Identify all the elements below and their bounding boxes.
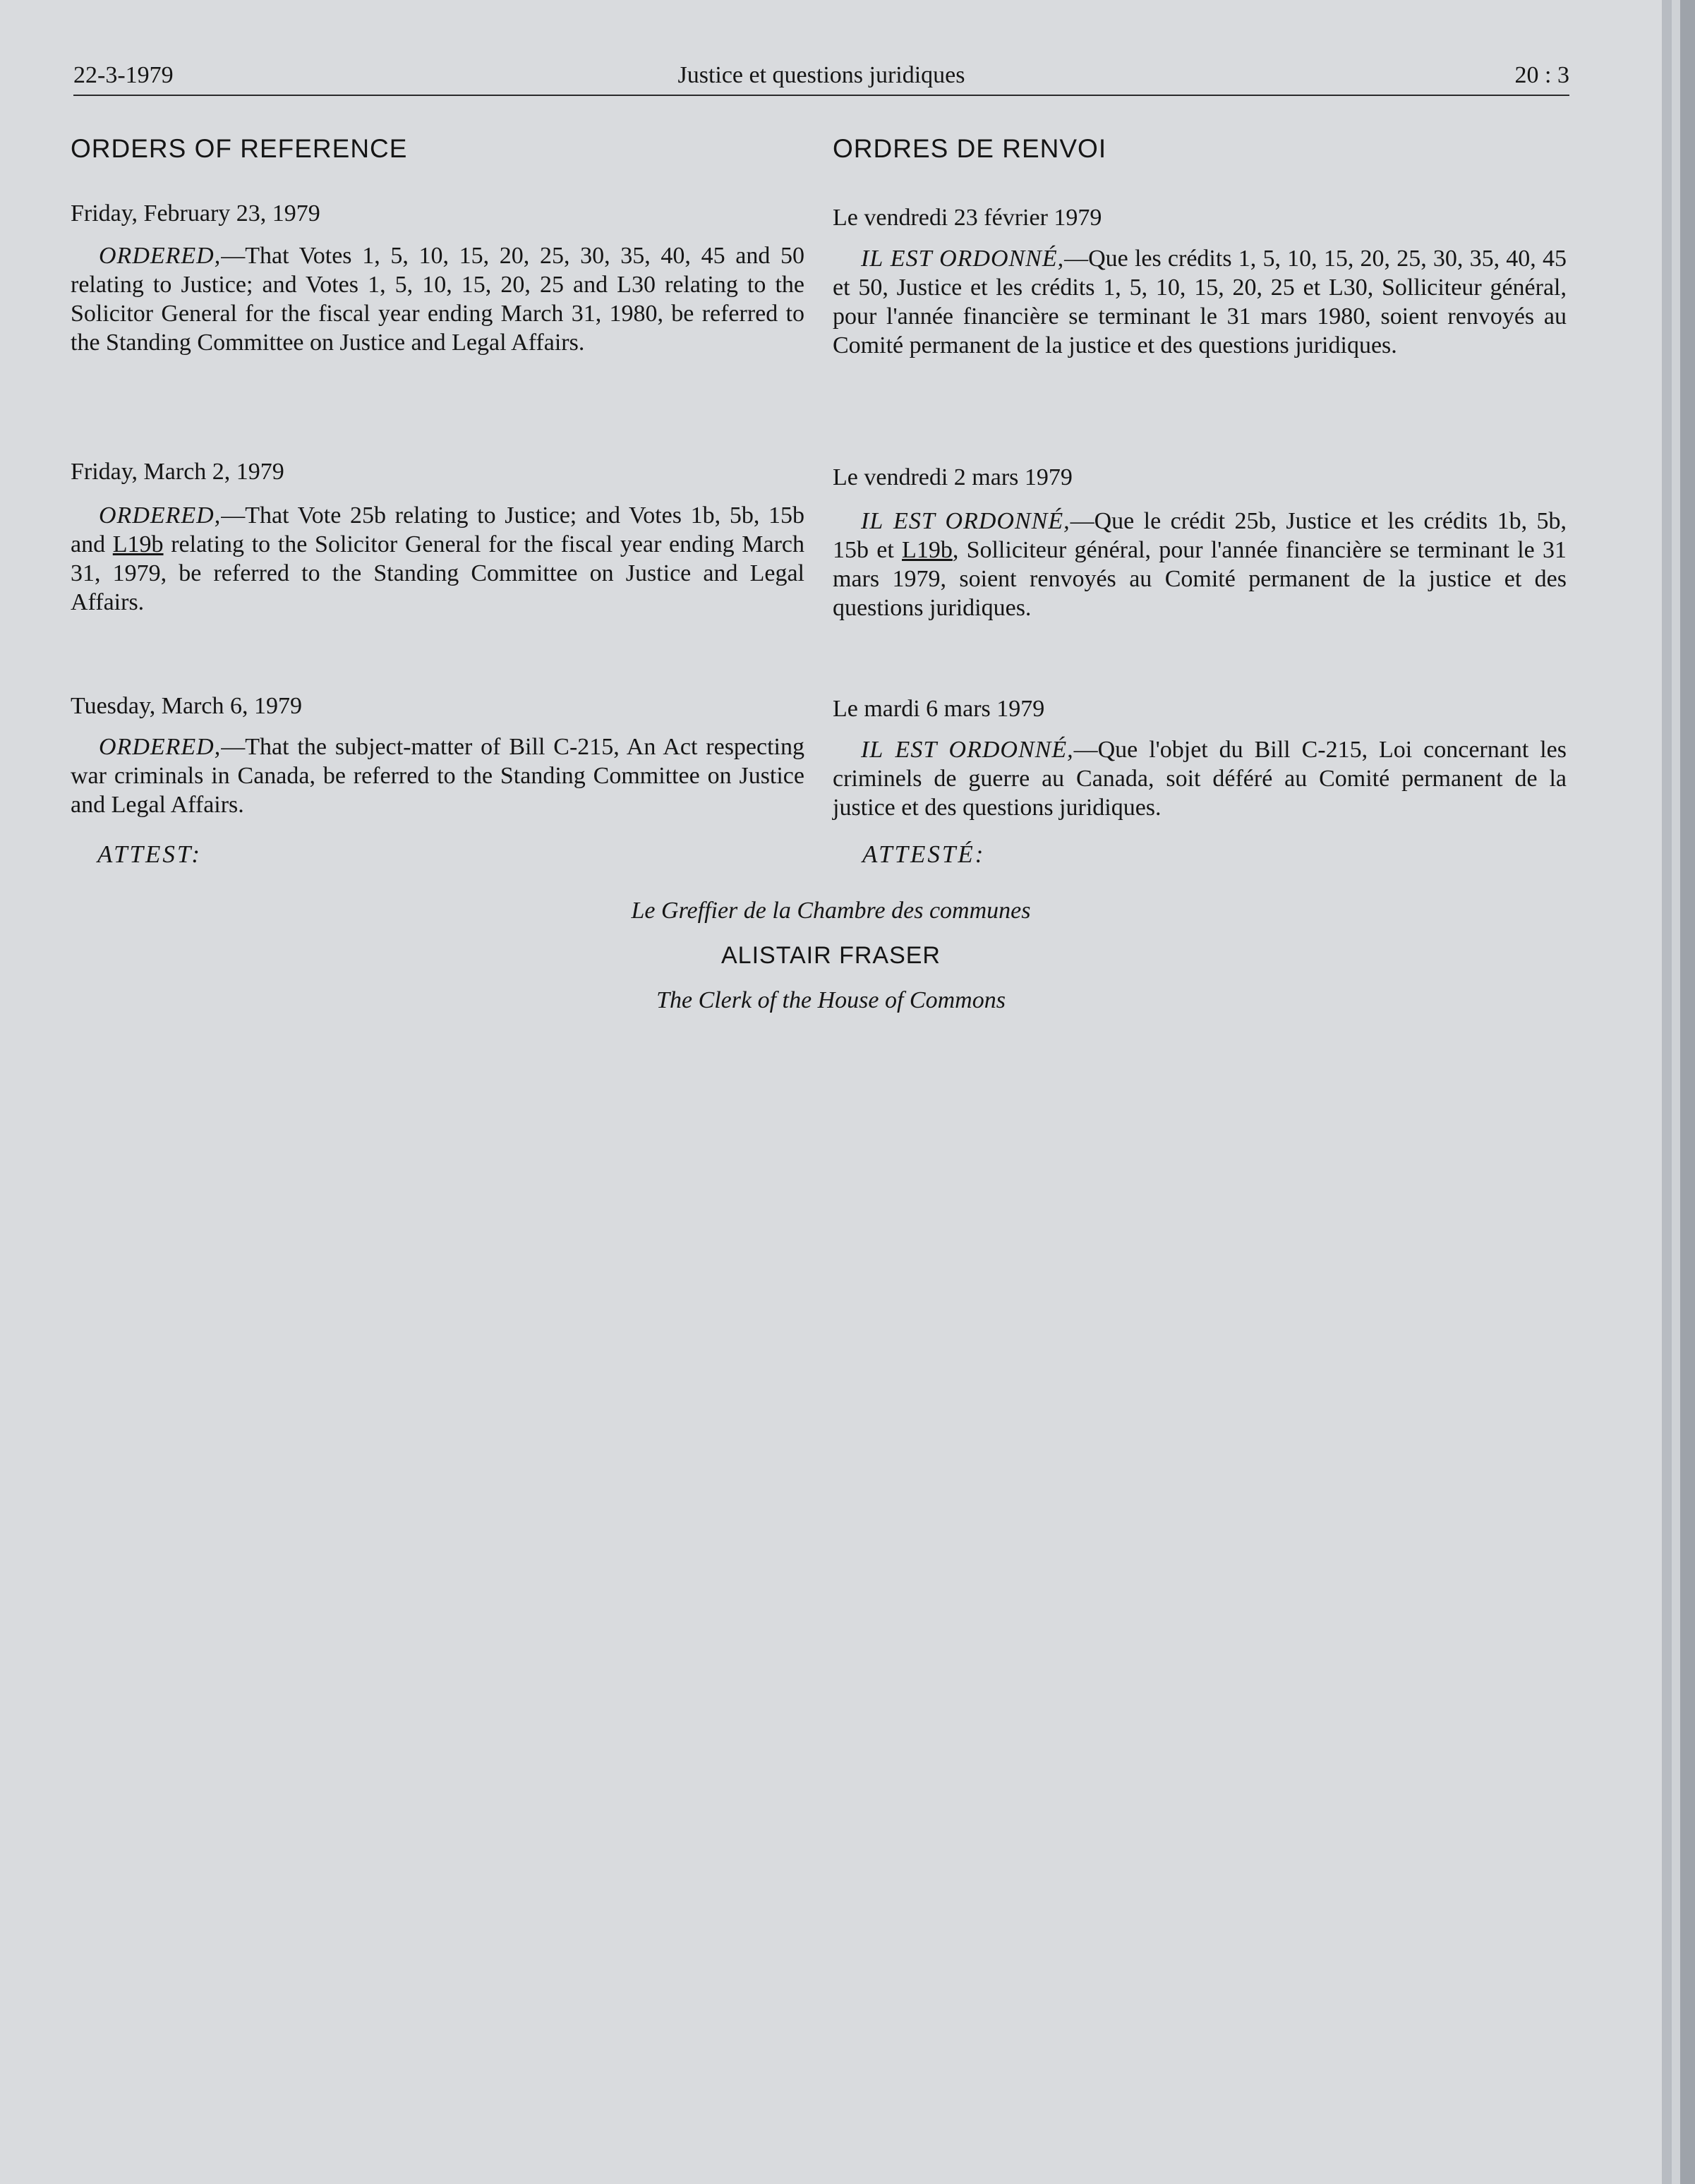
order-text: —Que le crédit 25b, Justice et les crédits 1b, 5b, 15b et: [833, 508, 1567, 563]
order-paragraph-1: [833, 244, 1567, 360]
order-paragraph-1: [71, 241, 804, 357]
english-heading: ORDERS OF REFERENCE: [71, 134, 408, 163]
signature-name: ALISTAIR FRASER: [721, 942, 941, 969]
signature-title-en: The Clerk of the House of Commons: [656, 987, 1006, 1013]
french-column: [833, 134, 1567, 868]
order-text: —That Vote 25b relating to Justice; and Votes 1b, 5b, 15b and: [71, 502, 804, 557]
order-paragraph-3: [71, 732, 804, 819]
order-date-3: Le mardi 6 mars 1979: [833, 696, 1045, 722]
vote-reference: L19b: [112, 531, 164, 557]
header-date: 22-3-1979: [73, 62, 174, 88]
order-date-1: Friday, February 23, 1979: [71, 200, 320, 227]
page-number: 20 : 3: [1514, 62, 1569, 88]
order-date-2: Le vendredi 2 mars 1979: [833, 464, 1073, 490]
attest-label: ATTEST:: [97, 840, 203, 868]
page-edge: [1662, 0, 1672, 2184]
french-heading: ORDRES DE RENVOI: [833, 134, 1107, 163]
order-lead: IL EST ORDONNÉ,: [861, 508, 1070, 534]
vote-reference: L19b: [902, 537, 953, 563]
order-text: —That the subject-matter of Bill C-215, An Act respecting war criminals in Canada, be referred to the Standing Committee on Justice and Legal Affairs.: [71, 734, 804, 818]
order-text: —That Votes 1, 5, 10, 15, 20, 25, 30, 35, 40, 45 and 50 relating to Justice; and Votes 1, 5, 10, 15, 20, 25 and L30 relating to the Solicitor General for the fiscal year ending March 31, 1980, be referred to the Standing Committee on Justice and Legal Affairs.: [71, 243, 804, 356]
attest-label: ATTESTÉ:: [862, 840, 986, 868]
order-lead: ORDERED,: [99, 502, 222, 529]
order-date-1: Le vendredi 23 février 1979: [833, 205, 1102, 231]
page-edge: [1672, 0, 1680, 2184]
order-lead: ORDERED,: [99, 734, 222, 760]
order-date-2: Friday, March 2, 1979: [71, 459, 284, 485]
order-lead: IL EST ORDONNÉ,: [861, 246, 1065, 272]
order-text: relating to the Solicitor General for the fiscal year ending March 31, 1979, be referred to the Standing Committee on Justice and Legal Affairs.: [71, 531, 804, 615]
order-lead: IL EST ORDONNÉ,: [861, 737, 1074, 763]
header-title: Justice et questions juridiques: [677, 62, 965, 88]
order-paragraph-3: [833, 735, 1567, 822]
show-through: [42, 1270, 790, 2011]
english-column: [71, 134, 804, 868]
order-text: —Que l'objet du Bill C-215, Loi concernant les criminels de guerre au Canada, soit déféré au Comité permanent de la justice et des questions juridiques.: [833, 737, 1567, 821]
order-text: , Solliciteur général, pour l'année financière se terminant le 31 mars 1979, soient renvoyés au Comité permanent de la justice et des questions juridiques.: [833, 537, 1567, 621]
signature-title-fr: Le Greffier de la Chambre des communes: [631, 898, 1031, 924]
order-text: —Que les crédits 1, 5, 10, 15, 20, 25, 30, 35, 40, 45 et 50, Justice et les crédits 1, 5, 10, 15, 20, 25 et L30, Solliciteur général, pour l'année financière se terminant le 31 mars 1980, soient renvoyés au Comité permanent de la justice et des questions juridiques.: [833, 246, 1567, 358]
page-edge: [1680, 0, 1695, 2184]
order-lead: ORDERED,: [99, 243, 222, 269]
running-header: [73, 62, 1569, 96]
order-paragraph-2: [833, 507, 1567, 622]
order-paragraph-2: [71, 501, 804, 617]
order-date-3: Tuesday, March 6, 1979: [71, 693, 303, 719]
